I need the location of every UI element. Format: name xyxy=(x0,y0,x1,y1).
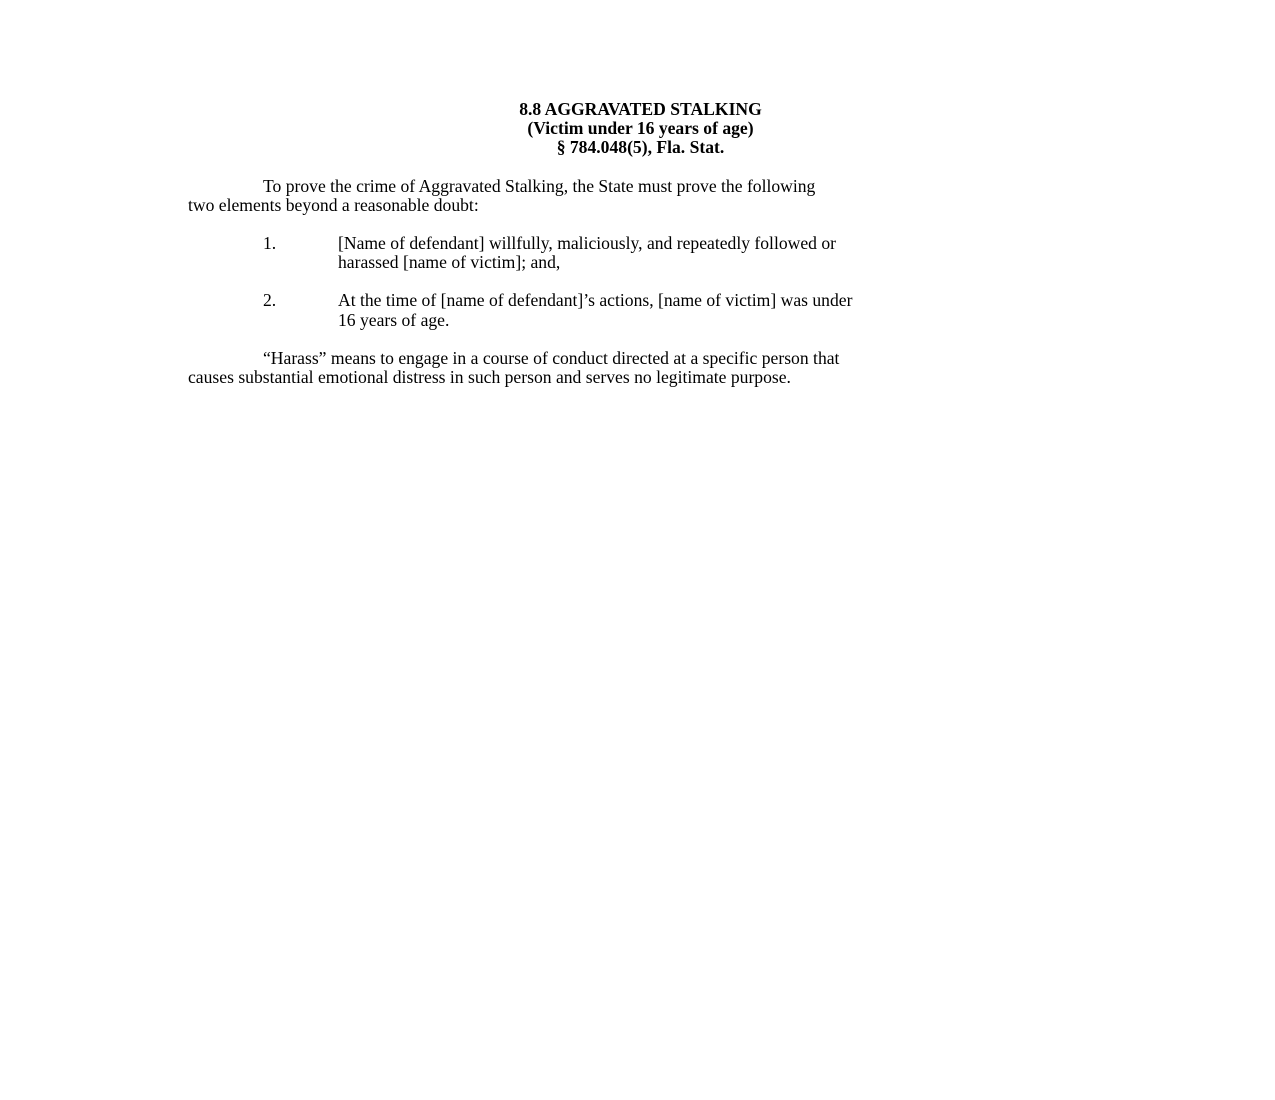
definition-line-2: causes substantial emotional distress in such person and serves no legitimate purpose. xyxy=(188,367,791,388)
statute-reference: § 784.048(5), Fla. Stat. xyxy=(556,137,725,158)
element-number: 1. xyxy=(263,233,277,254)
element-number: 2. xyxy=(263,290,277,311)
element-line-1: [Name of defendant] willfully, maliciously, and repeatedly followed or xyxy=(338,233,836,254)
definition-paragraph xyxy=(188,349,1093,387)
definition-line-1: “Harass” means to engage in a course of conduct directed at a specific person that xyxy=(263,347,840,368)
intro-line-2: two elements beyond a reasonable doubt: xyxy=(188,194,479,215)
instruction-subtitle: (Victim under 16 years of age) xyxy=(527,118,754,139)
instruction-title: 8.8 AGGRAVATED STALKING xyxy=(519,99,762,119)
element-line-2: harassed [name of victim]; and, xyxy=(338,252,561,273)
element-line-2: 16 years of age. xyxy=(338,309,450,330)
element-item-1 xyxy=(188,234,1093,272)
intro-paragraph xyxy=(188,177,1093,215)
document-heading xyxy=(188,100,1093,158)
intro-line-1: To prove the crime of Aggravated Stalking, the State must prove the following xyxy=(263,175,816,196)
element-item-2 xyxy=(188,291,1093,329)
element-line-1: At the time of [name of defendant]’s actions, [name of victim] was under xyxy=(338,290,853,311)
document-body xyxy=(188,100,1093,387)
